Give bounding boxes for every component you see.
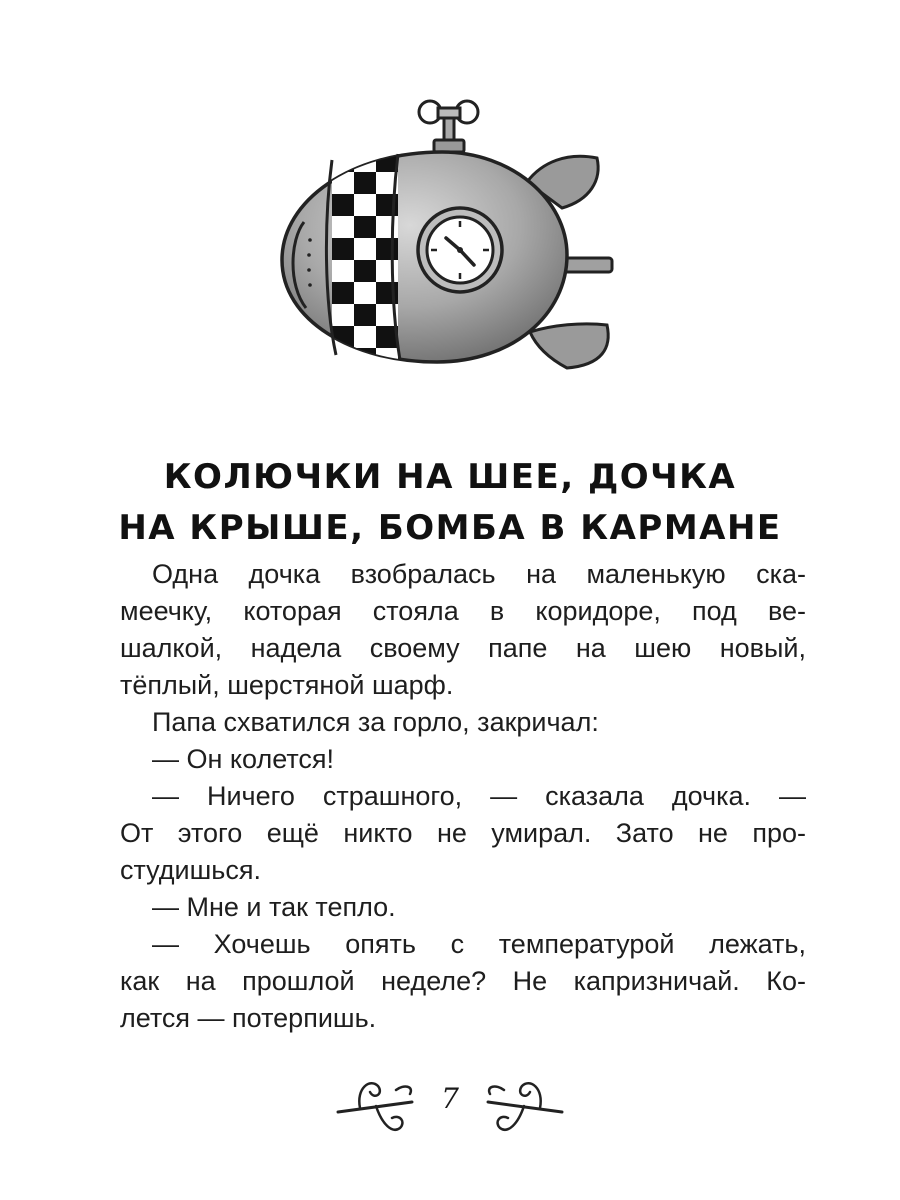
text-line: как на прошлой неделе? Не капризничай. Ко- [120,966,806,996]
story-text [88,556,806,1037]
page-number: 7 [441,1082,459,1115]
wind-up-bomb-icon [262,90,632,380]
text-line: лется — потерпишь. [120,1003,377,1033]
text-line: — Ничего страшного, — сказала дочка. — [152,781,806,811]
ornament-right-icon [480,1070,570,1140]
chapter-title [60,452,840,554]
text-line: шалкой, надела своему папе на шею новый, [120,633,806,663]
chapter-title-line: НА КРЫШЕ, БОМБА В КАРМАНЕ [118,508,782,548]
text-line: — Хочешь опять с температурой лежать, [152,929,806,959]
paragraph [88,556,806,704]
text-line: Папа схватился за горло, закричал: [152,707,599,737]
paragraph [88,889,806,926]
chapter-title-line: КОЛЮЧКИ НА ШЕЕ, ДОЧКА [163,457,737,497]
paragraph [88,926,806,1037]
text-line: меечку, которая стояла в коридоре, под ве- [120,596,806,626]
text-line: — Мне и так тепло. [152,892,396,922]
text-line: — Он колется! [152,744,335,774]
paragraph [88,778,806,889]
text-line: тёплый, шерстяной шарф. [120,670,454,700]
text-line: студишься. [120,855,261,885]
paragraph [88,741,806,778]
text-line: Одна дочка взобралась на маленькую ска- [152,559,806,589]
paragraph [88,704,806,741]
page-footer [330,1070,570,1140]
text-line: От этого ещё никто не умирал. Зато не про- [120,818,806,848]
